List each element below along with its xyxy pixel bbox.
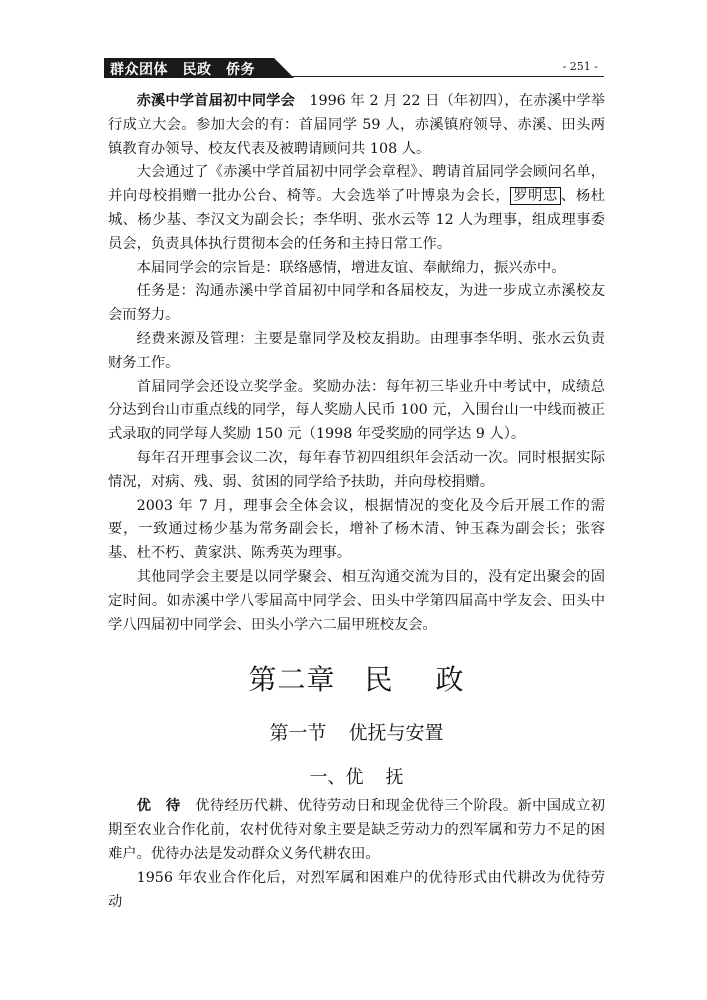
- chapter-title: [108, 657, 605, 703]
- section-number: 第一节: [269, 722, 327, 745]
- subsection-title-left: 一、优: [309, 767, 364, 789]
- paragraph-10-text: 优待经历代耕、优待劳动日和现金优待三个阶段。新中国成立初期至农业合作化前，农村优待对象主要是缺乏劳动力的烈军属和劳力不足的困难户。优待办法是发动群众义务代耕农田。: [108, 798, 606, 862]
- paragraph-2: [108, 161, 605, 256]
- section-title: [108, 717, 605, 749]
- paragraph-3: 本届同学会的宗旨是：联络感情，增进友谊、奉献绵力，振兴赤中。: [136, 259, 566, 276]
- header-section-label: 群众团体 民政 侨务: [110, 62, 255, 78]
- paragraph-2-after: 、杨杜城、杨少基、李汉文为副会长；李华明、张水云等 12 人为理事，组成理事委员会，负责具体执行贯彻本会的任务和主持日常工作。: [108, 188, 606, 252]
- paragraph-11: 1956 年农业合作化后，对烈军属和困难户的优待形式由代耕改为优待劳动: [108, 869, 605, 910]
- paragraph-4: 任务是：沟通赤溪中学首届初中同学和各届校友，为进一步成立赤溪校友会而努力。: [108, 283, 605, 324]
- paragraph-10: [108, 795, 605, 866]
- paragraph-7: 每年召开理事会议二次，每年春节初四组织年会活动一次。同时根据实际情况，对病、残、弱、贫困的同学给予扶助，并向母校捐赠。: [108, 449, 605, 490]
- paragraph-5: 经费来源及管理：主要是靠同学及校友捐助。由理事李华明、张水云负责财务工作。: [108, 330, 605, 371]
- chapter-title-right: 政: [435, 663, 465, 697]
- paragraph-9: 其他同学会主要是以同学聚会、相互沟通交流为目的，没有定出聚会的固定时间。如赤溪中学八零届高中同学会、田头中学第四届高中学友会、田头中学八四届初中同学会、田头小学六二届甲班校友会。: [108, 568, 605, 633]
- paragraph-1-text: 1996 年 2 月 22 日（年初四），在赤溪中学举行成立大会。参加大会的有：首届同学 59 人，赤溪镇府领导、赤溪、田头两镇教育办领导、校友代表及被聘请顾问共 108 人。: [108, 93, 606, 157]
- section-name: 优抚与安置: [348, 722, 444, 745]
- page-number: - 251 -: [562, 60, 598, 73]
- paragraph-6: 首届同学会还设立奖学金。奖励办法：每年初三毕业升中考试中，成绩总分达到台山市重点线的同学，每人奖励人民币 100 元，入围台山一中线而被正式录取的同学每人奖励 150 元（1998 年受奖励的同学达 9 人）。: [108, 378, 605, 443]
- paragraph-1: [108, 90, 605, 161]
- paragraph-10-lead: 优 待: [136, 798, 181, 815]
- boxed-name: 罗明忠: [510, 187, 561, 205]
- paragraph-8: 2003 年 7 月，理事会全体会议，根据情况的变化及今后开展工作的需要，一致通过杨少基为常务副会长，增补了杨木清、钟玉森为副会长；张容基、杜不朽、黄家洪、陈秀英为理事。: [108, 497, 605, 562]
- subsection-title-right: 抚: [385, 767, 404, 789]
- paragraph-1-lead: 赤溪中学首届初中同学会: [136, 93, 295, 109]
- page-body: [108, 90, 605, 914]
- paragraph-2-before: 大会通过了《赤溪中学首届初中同学会章程》、聘请首届同学会顾问名单，并向母校捐赠一批办公台、椅等。大会选举了叶博泉为会长，: [108, 164, 605, 205]
- header-rule: [284, 76, 604, 77]
- chapter-title-left: 第二章 民: [248, 663, 394, 697]
- running-header: [104, 58, 604, 78]
- subsection-title: [108, 763, 605, 793]
